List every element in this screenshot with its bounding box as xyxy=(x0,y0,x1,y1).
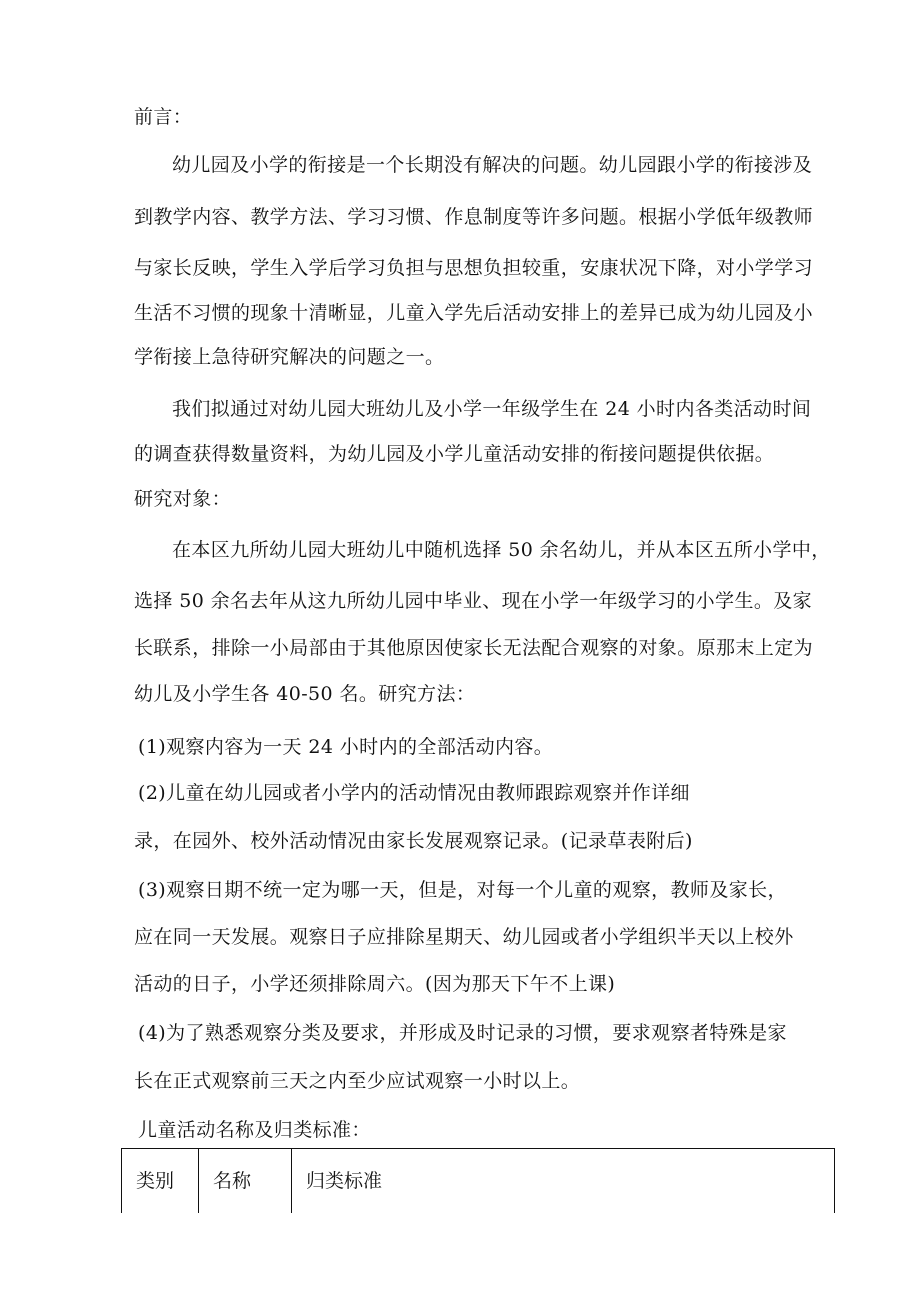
method-item-3-line: 应在同一天发展。观察日子应排除星期天、幼儿园或者小学组织半天以上校外 xyxy=(134,926,794,948)
method-item-2-line: 录，在园外、校外活动情况由家长发展观察记录。(记录草表附后) xyxy=(134,830,693,852)
method-item-3-line: 活动的日子，小学还须排除周六。(因为那天下午不上课) xyxy=(134,973,616,995)
method-item-1: (1)观察内容为一天 24 小时内的全部活动内容。 xyxy=(138,736,554,758)
header-cell-criteria: 归类标准 xyxy=(292,1149,835,1214)
paragraph-line: 在本区九所幼儿园大班幼儿中随机选择 50 余名幼儿，并从本区五所小学中， xyxy=(172,539,831,561)
method-item-4-line: (4)为了熟悉观察分类及要求，并形成及时记录的习惯，要求观察者特殊是家 xyxy=(138,1022,787,1044)
paragraph-line: 我们拟通过对幼儿园大班幼儿及小学一年级学生在 24 小时内各类活动时间 xyxy=(172,398,812,420)
paragraph-line: 学衔接上急待研究解决的问题之一。 xyxy=(134,346,445,368)
paragraph-line: 幼儿及小学生各 40-50 名。研究方法： xyxy=(134,683,476,705)
header-cell-name: 名称 xyxy=(199,1149,292,1214)
paragraph-line: 长联系，排除一小局部由于其他原因使家长无法配合观察的对象。原那末上定为 xyxy=(134,637,814,659)
method-item-2-line: (2)儿童在幼儿园或者小学内的活动情况由教师跟踪观察并作详细 xyxy=(138,782,690,804)
subjects-heading: 研究对象： xyxy=(134,488,232,510)
paragraph-line: 的调查获得数量资料，为幼儿园及小学儿童活动安排的衔接问题提供依据。 xyxy=(134,443,775,465)
preface-heading: 前言： xyxy=(134,106,193,128)
paragraph-line: 选择 50 余名去年从这九所幼儿园中毕业、现在小学一年级学习的小学生。及家 xyxy=(134,590,813,612)
paragraph-line: 幼儿园及小学的衔接是一个长期没有解决的问题。幼儿园跟小学的衔接涉及 xyxy=(172,154,813,176)
paragraph-line: 与家长反映，学生入学后学习负担与思想负担较重，安康状况下降，对小学学习 xyxy=(134,257,814,279)
classification-table xyxy=(121,1148,835,1213)
paragraph-line: 生活不习惯的现象十清晰显，儿童入学先后活动安排上的差异已成为幼儿园及小 xyxy=(134,302,814,324)
table-heading: 儿童活动名称及归类标准： xyxy=(138,1119,371,1141)
header-cell-category: 类别 xyxy=(122,1149,199,1214)
method-item-4-line: 长在正式观察前三天之内至少应试观察一小时以上。 xyxy=(134,1070,581,1092)
paragraph-line: 到教学内容、教学方法、学习习惯、作息制度等许多问题。根据小学低年级教师 xyxy=(134,206,814,228)
table-header-row xyxy=(122,1149,835,1214)
method-item-3-line: (3)观察日期不统一定为哪一天，但是，对每一个儿童的观察，教师及家长， xyxy=(138,879,787,901)
